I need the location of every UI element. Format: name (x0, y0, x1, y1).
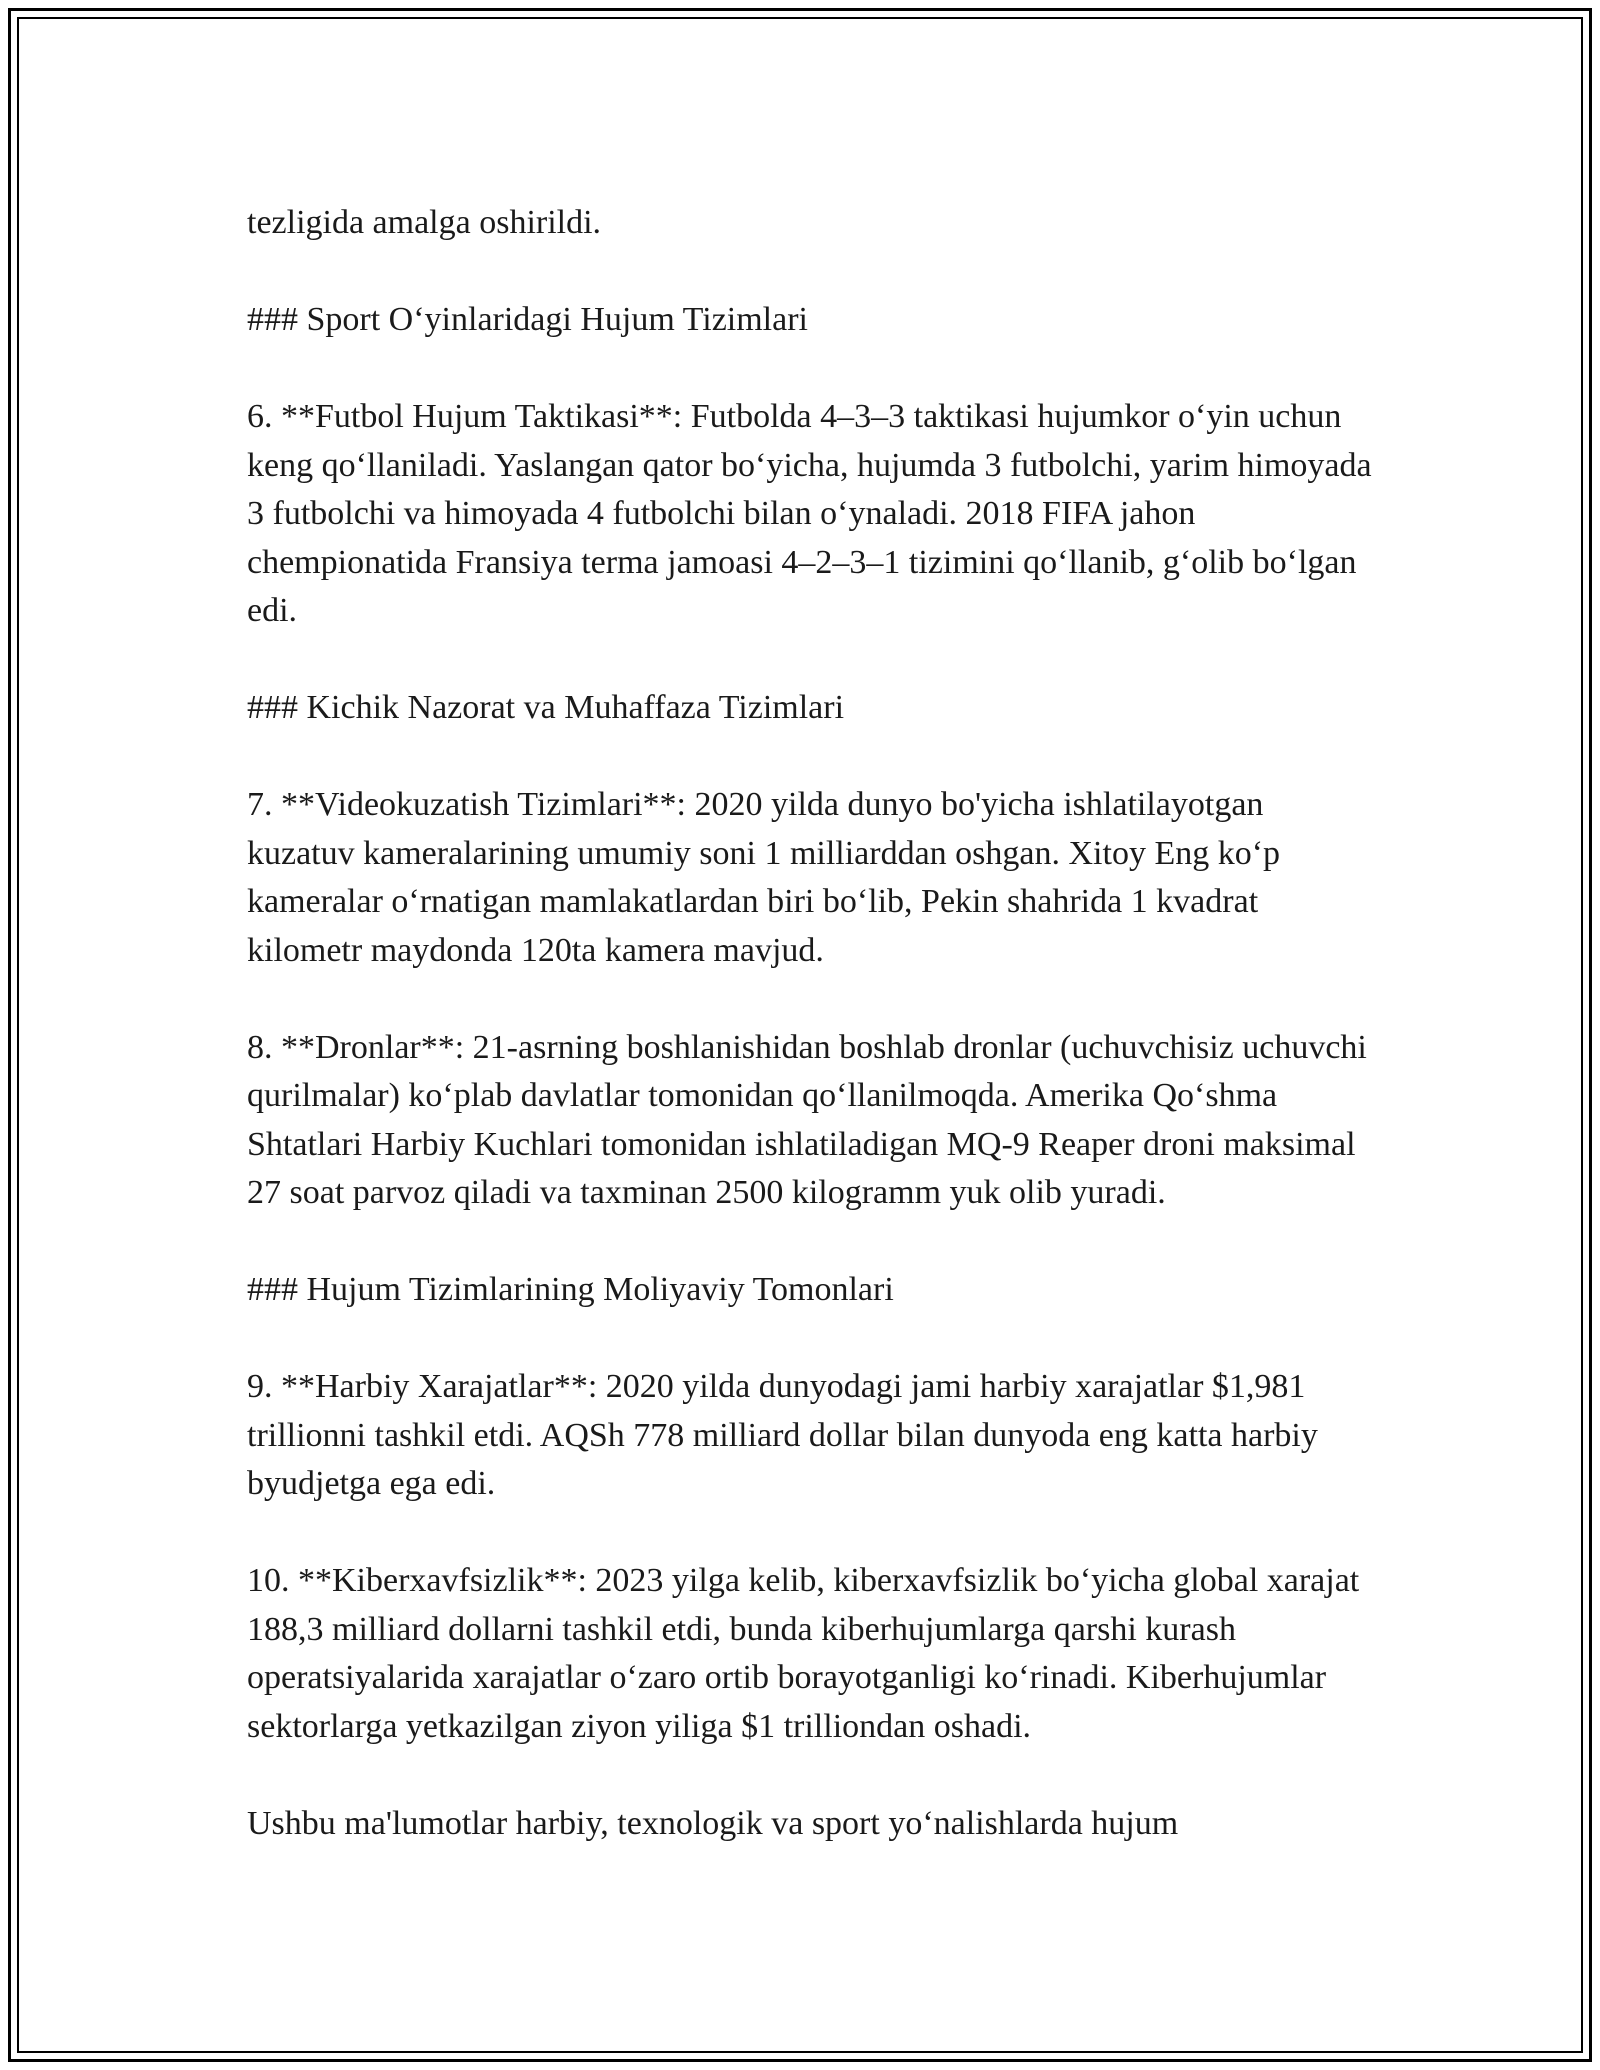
list-item-9-harbiy-xarajatlar: 9. **Harbiy Xarajatlar**: 2020 yilda dunyodagi jami harbiy xarajatlar $1,981 trillionni tashkil etdi. AQSh 778 milliard dollar bilan dunyoda eng katta harbiy byudjetga ega edi. (247, 1368, 1318, 1502)
list-item-8-dronlar: 8. **Dronlar**: 21-asrning boshlanishidan boshlab dronlar (uchuvchisiz uchuvchi qurilmalar) ko‘plab davlatlar tomonidan qo‘llanilmoqda. Amerika Qo‘shma Shtatlari Harbiy Kuchlari tomonidan ishlatiladigan MQ-9 Reaper droni maksimal 27 soat parvoz qiladi va taxminan 2500 kilogramm yuk olib yuradi. (247, 1028, 1367, 1211)
section-heading-sport: ### Sport O‘yinlaridagi Hujum Tizimlari (247, 301, 808, 338)
list-item-10-kiberxavfsizlik: 10. **Kiberxavfsizlik**: 2023 yilga kelib, kiberxavfsizlik bo‘yicha global xarajat 188,3 milliard dollarni tashkil etdi, bunda kiberhujumlarga qarshi kurash operatsiyalarida xarajatlar o‘zaro ortib borayotganligi ko‘rinadi. Kiberhujumlar sektorlarga yetkazilgan ziyon yiliga $1 trilliondan oshadi. (247, 1562, 1360, 1745)
section-heading-moliyaviy: ### Hujum Tizimlarining Moliyaviy Tomonlari (247, 1271, 894, 1308)
paragraph-closing: Ushbu ma'lumotlar harbiy, texnologik va sport yo‘nalishlarda hujum (247, 1804, 1179, 1842)
list-item-6-futbol: 6. **Futbol Hujum Taktikasi**: Futbolda 4–3–3 taktikasi hujumkor o‘yin uchun keng qo‘llaniladi. Yaslangan qator bo‘yicha, hujumda 3 futbolchi, yarim himoyada 3 futbolchi va himoyada 4 futbolchi bilan o‘ynaladi. 2018 FIFA jahon chempionatida Fransiya terma jamoasi 4–2–3–1 tizimini qo‘llanib, g‘olib bo‘lgan edi. (247, 398, 1372, 629)
page-frame (8, 8, 1592, 2062)
list-item-7-videokuzatish: 7. **Videokuzatish Tizimlari**: 2020 yilda dunyo bo'yicha ishlatilayotgan kuzatuv kameralarining umumiy soni 1 milliarddan oshgan. Xitoy Eng ko‘p kameralar o‘rnatigan mamlakatlardan biri bo‘lib, Pekin shahrida 1 kvadrat kilometr maydonda 120ta kamera mavjud. (247, 786, 1281, 969)
document-body (247, 199, 1377, 1848)
paragraph-continuation: tezligida amalga oshirildi. (247, 204, 602, 241)
section-heading-nazorat: ### Kichik Nazorat va Muhaffaza Tizimlari (247, 689, 845, 726)
